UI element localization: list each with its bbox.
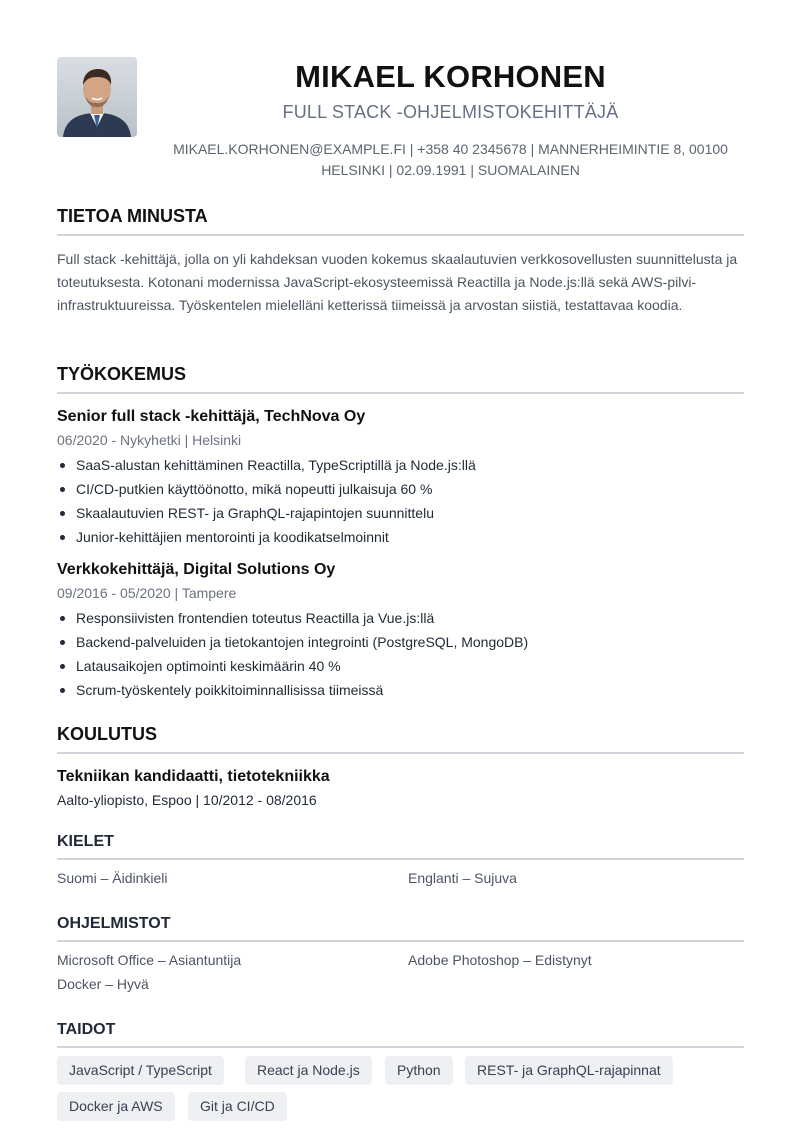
contact-line: MIKAEL.KORHONEN@EXAMPLE.FI | +358 40 2345678 | MANNERHEIMINTIE 8, 00100 [173,141,728,157]
section-heading-software: OHJELMISTOT [57,915,744,942]
degree-title: Tekniikan kandidaatti, tietotekniikka [57,768,330,785]
list-item: Backend-palveluiden ja tietokantojen integrointi (PostgreSQL, MongoDB) [57,630,744,654]
resume-page [57,0,744,1131]
job-title: Senior full stack -kehittäjä, TechNova Oy [57,408,366,425]
software-item: Adobe Photoshop – Edistynyt [408,952,592,968]
skill-tag: Python [385,1056,453,1085]
section-heading-education: KOULUTUS [57,724,744,754]
skill-tag: Git ja CI/CD [188,1092,287,1121]
language-item: Englanti – Sujuva [408,870,517,886]
section-heading-languages: KIELET [57,833,744,860]
job-title: Verkkokehittäjä, Digital Solutions Oy [57,561,336,578]
list-item: Junior-kehittäjien mentorointi ja koodikatselmoinnit [57,525,744,549]
list-item: Latausaikojen optimointi keskimäärin 40 % [57,654,744,678]
person-portrait-icon [57,57,137,137]
list-item: Scrum-työskentely poikkitoiminnallisissa tiimeissä [57,678,744,702]
list-item: Skaalautuvien REST- ja GraphQL-rajapintojen suunnittelu [57,501,744,525]
job-title-headline: FULL STACK -OHJELMISTOKEHITTÄJÄ [282,102,619,122]
resume-header [57,57,744,187]
job-bullet-list [57,453,744,549]
section-heading-skills: TAIDOT [57,1021,744,1048]
about-text: Full stack -kehittäjä, jolla on yli kahdeksan vuoden kokemus skaalautuvien verkkosovellusten suunnittelusta ja toteutuksesta. Kotonani modernissa JavaScript-ekosysteemissä Reactilla ja Node.js:llä sekä AWS-pilvi-infrastruktuureissa. Työskentelen mielelläni ketterissä tiimeissä ja arvostan siistiä, testattavaa koodia. [57,251,738,313]
contact-info [157,139,744,181]
profile-photo [57,57,137,137]
section-heading-about: TIETOA MINUSTA [57,206,744,236]
candidate-name: MIKAEL KORHONEN [295,59,606,94]
job-bullet-list [57,606,744,702]
list-item: SaaS-alustan kehittäminen Reactilla, TypeScriptillä ja Node.js:llä [57,453,744,477]
section-heading-experience: TYÖKOKEMUS [57,364,744,394]
language-item: Suomi – Äidinkieli [57,870,168,886]
skill-tag: JavaScript / TypeScript [57,1056,224,1085]
education-meta: Aalto-yliopisto, Espoo | 10/2012 - 08/2016 [57,792,317,808]
list-item: CI/CD-putkien käyttöönotto, mikä nopeutti julkaisuja 60 % [57,477,744,501]
list-item: Responsiivisten frontendien toteutus Reactilla ja Vue.js:llä [57,606,744,630]
contact-line: HELSINKI | 02.09.1991 | SUOMALAINEN [321,162,580,178]
skill-tag: React ja Node.js [245,1056,372,1085]
skill-tag: REST- ja GraphQL-rajapinnat [465,1056,673,1085]
job-meta: 06/2020 - Nykyhetki | Helsinki [57,432,242,448]
job-meta: 09/2016 - 05/2020 | Tampere [57,585,237,601]
software-item: Docker – Hyvä [57,976,149,992]
software-item: Microsoft Office – Asiantuntija [57,952,242,968]
skill-tag: Docker ja AWS [57,1092,175,1121]
